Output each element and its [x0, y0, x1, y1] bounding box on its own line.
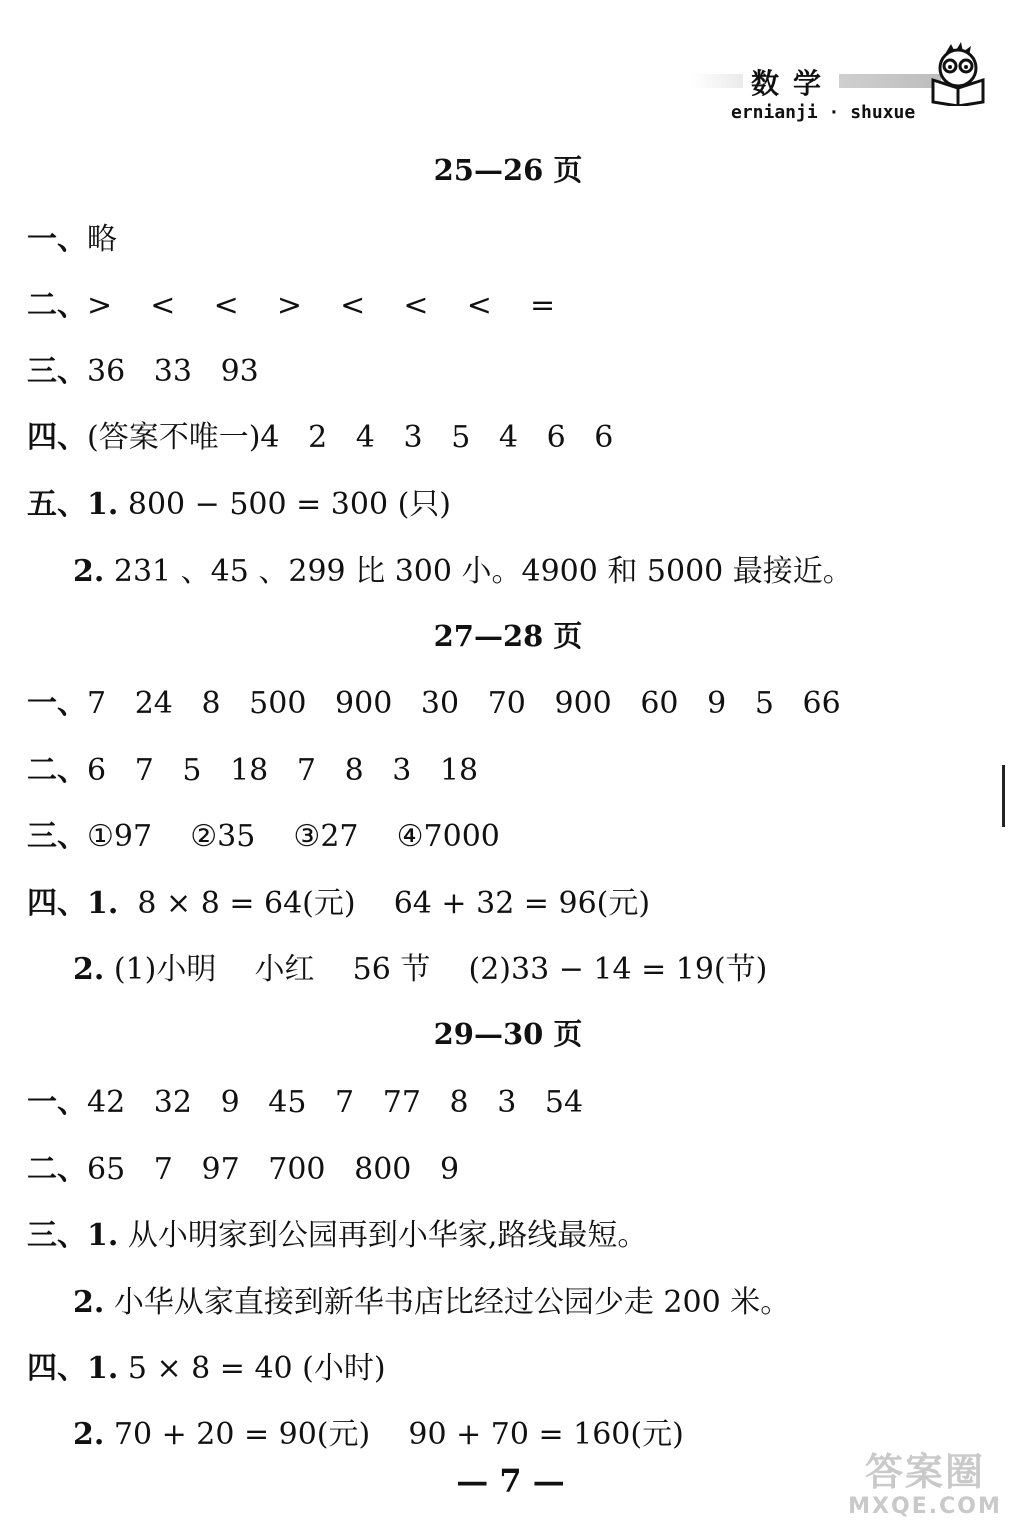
answer-line [73, 944, 767, 988]
answer-text: 5 × 8 = 40 (小时) [118, 1351, 386, 1386]
page-number: — 7 — [456, 1462, 565, 1500]
answer-text: (1)小明 小红 56 节 (2)33 − 14 = 19(节) [104, 952, 768, 987]
answer-text: (答案不唯一)4 2 4 3 5 4 6 6 [87, 420, 614, 455]
answer-line [27, 1343, 386, 1387]
section-title: 27—28 页 [433, 619, 583, 653]
answer-text: 8 × 8 = 64(元) 64 + 32 = 96(元) [118, 886, 651, 921]
answer-label: 五、1. [27, 487, 119, 522]
header-pinyin: ernianji · shuxue [731, 102, 916, 123]
answer-line [27, 678, 841, 722]
watermark-text: 答案圈 [864, 1450, 985, 1494]
answer-label: 四、 [27, 420, 87, 455]
answer-label: 2. [73, 952, 105, 987]
answer-line [27, 479, 451, 523]
watermark [835, 1450, 1015, 1530]
answer-line [27, 1210, 647, 1254]
answer-text: 231 、45 、299 比 300 小。4900 和 5000 最接近。 [104, 554, 853, 589]
answer-text: 70 + 20 = 90(元) 90 + 70 = 160(元) [104, 1417, 684, 1452]
answer-label: 二、 [27, 753, 87, 788]
answer-text: 6 7 5 18 7 8 3 18 [87, 753, 479, 788]
answer-label: 三、 [27, 354, 87, 389]
answer-text: 800 − 500 = 300 (只) [118, 487, 452, 522]
answer-label: 2. [73, 554, 105, 589]
answer-text: 从小明家到公园再到小华家,路线最短。 [118, 1218, 648, 1253]
section-title: 29—30 页 [433, 1017, 583, 1051]
answer-label: 三、 [27, 819, 87, 854]
answer-line [27, 1077, 583, 1121]
section-title: 25—26 页 [433, 153, 583, 187]
answer-label: 一、 [27, 222, 87, 257]
answer-line [27, 280, 555, 324]
answer-text: ①97 ②35 ③27 ④7000 [87, 819, 500, 854]
margin-rule [1002, 765, 1005, 827]
answer-label: 2. [73, 1285, 105, 1320]
answer-line [27, 811, 500, 855]
watermark-url: MXQE.COM [848, 1494, 1002, 1519]
answer-label: 四、1. [27, 886, 119, 921]
answer-text: 65 7 97 700 800 9 [87, 1152, 460, 1187]
header-subject: 数学 [743, 62, 839, 102]
answer-text: 42 32 9 45 7 77 8 3 54 [87, 1085, 584, 1120]
answer-line [27, 412, 613, 456]
answer-label: 二、 [27, 288, 87, 323]
answer-text: 36 33 93 [87, 354, 259, 389]
answer-label: 三、1. [27, 1218, 119, 1253]
answer-line [73, 1409, 684, 1453]
answer-line [73, 1277, 790, 1321]
answer-line [27, 214, 117, 258]
answer-line [73, 546, 853, 590]
answer-label: 2. [73, 1417, 105, 1452]
answer-label: 二、 [27, 1152, 87, 1187]
page-header [691, 40, 991, 130]
answer-label: 一、 [27, 1085, 87, 1120]
answer-line [27, 1144, 459, 1188]
answer-line [27, 346, 259, 390]
answer-text: > < < > < < < = [87, 288, 556, 323]
answer-text: 7 24 8 500 900 30 70 900 60 9 5 66 [87, 686, 841, 721]
answer-label: 一、 [27, 686, 87, 721]
answer-line [27, 878, 650, 922]
answer-text: 小华从家直接到新华书店比经过公园少走 200 米。 [104, 1285, 791, 1320]
answer-text: 略 [87, 222, 117, 257]
answer-label: 四、1. [27, 1351, 119, 1386]
answer-line [27, 745, 478, 789]
book-reading-mascot-icon [925, 40, 991, 106]
